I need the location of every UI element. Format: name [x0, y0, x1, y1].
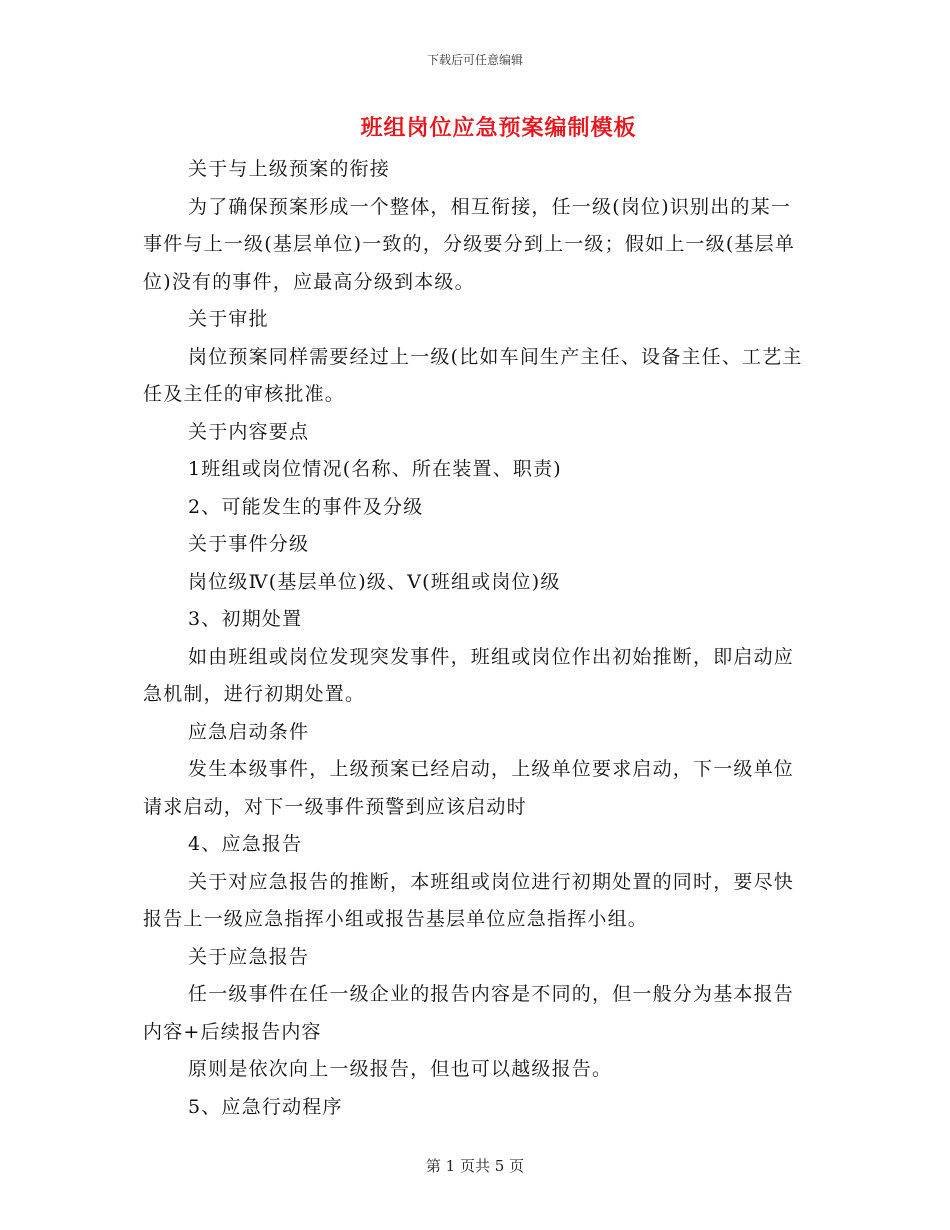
section-heading-2: 2、可能发生的事件及分级 — [188, 495, 424, 518]
paragraph-1: 关于与上级预案的衔接 — [188, 158, 391, 180]
paragraph-15: 关于对应急报告的推断，本班组或岗位进行初期处置的同时，要尽快报告上一级应急指挥小组或报告基层单位应急指挥小组。 — [143, 870, 795, 930]
paragraph-4: 岗位预案同样需要经过上一级(比如车间生产主任、设备主任、工艺主任及主任的审核批准。 — [143, 345, 803, 405]
document-title: 班组岗位应急预案编制模板 — [360, 115, 637, 141]
document-body — [143, 151, 803, 1126]
paragraph-13: 发生本级事件，上级预案已经启动，上级单位要求启动，下一级单位请求启动，对下一级事件预警到应该启动时 — [143, 758, 795, 818]
paragraph-8: 关于事件分级 — [188, 533, 310, 555]
paragraph-11: 如由班组或岗位发现突发事件，班组或岗位作出初始推断，即启动应急机制，进行初期处置。 — [143, 645, 795, 705]
section-heading-3: 3、初期处置 — [188, 608, 303, 630]
paragraph-9: 岗位级Ⅳ(基层单位)级、Ⅴ(班组或岗位)级 — [188, 570, 561, 593]
paragraph-2: 为了确保预案形成一个整体，相互衔接，任一级(岗位)识别出的某一事件与上一级(基层单位)一致的，分级要分到上一级；假如上一级(基层单位)没有的事件，应最高分级到本级。 — [143, 195, 796, 293]
paragraph-18: 原则是依次向上一级报告，但也可以越级报告。 — [188, 1058, 613, 1080]
paragraph-12: 应急启动条件 — [188, 720, 310, 743]
section-heading-4: 4、应急报告 — [188, 833, 303, 855]
paragraph-6: 1班组或岗位情况(名称、所在装置、职责) — [188, 458, 562, 480]
paragraph-3: 关于审批 — [188, 308, 269, 330]
page-header: 下载后可任意编辑 — [426, 53, 523, 67]
paragraph-5: 关于内容要点 — [188, 420, 310, 443]
paragraph-16: 关于应急报告 — [188, 945, 310, 968]
section-heading-5: 5、应急行动程序 — [188, 1095, 343, 1118]
paragraph-17: 任一级事件在任一级企业的报告内容是不同的，但一般分为基本报告内容+后续报告内容 — [143, 983, 795, 1043]
page-footer: 第 1 页共 5 页 — [425, 1157, 525, 1175]
